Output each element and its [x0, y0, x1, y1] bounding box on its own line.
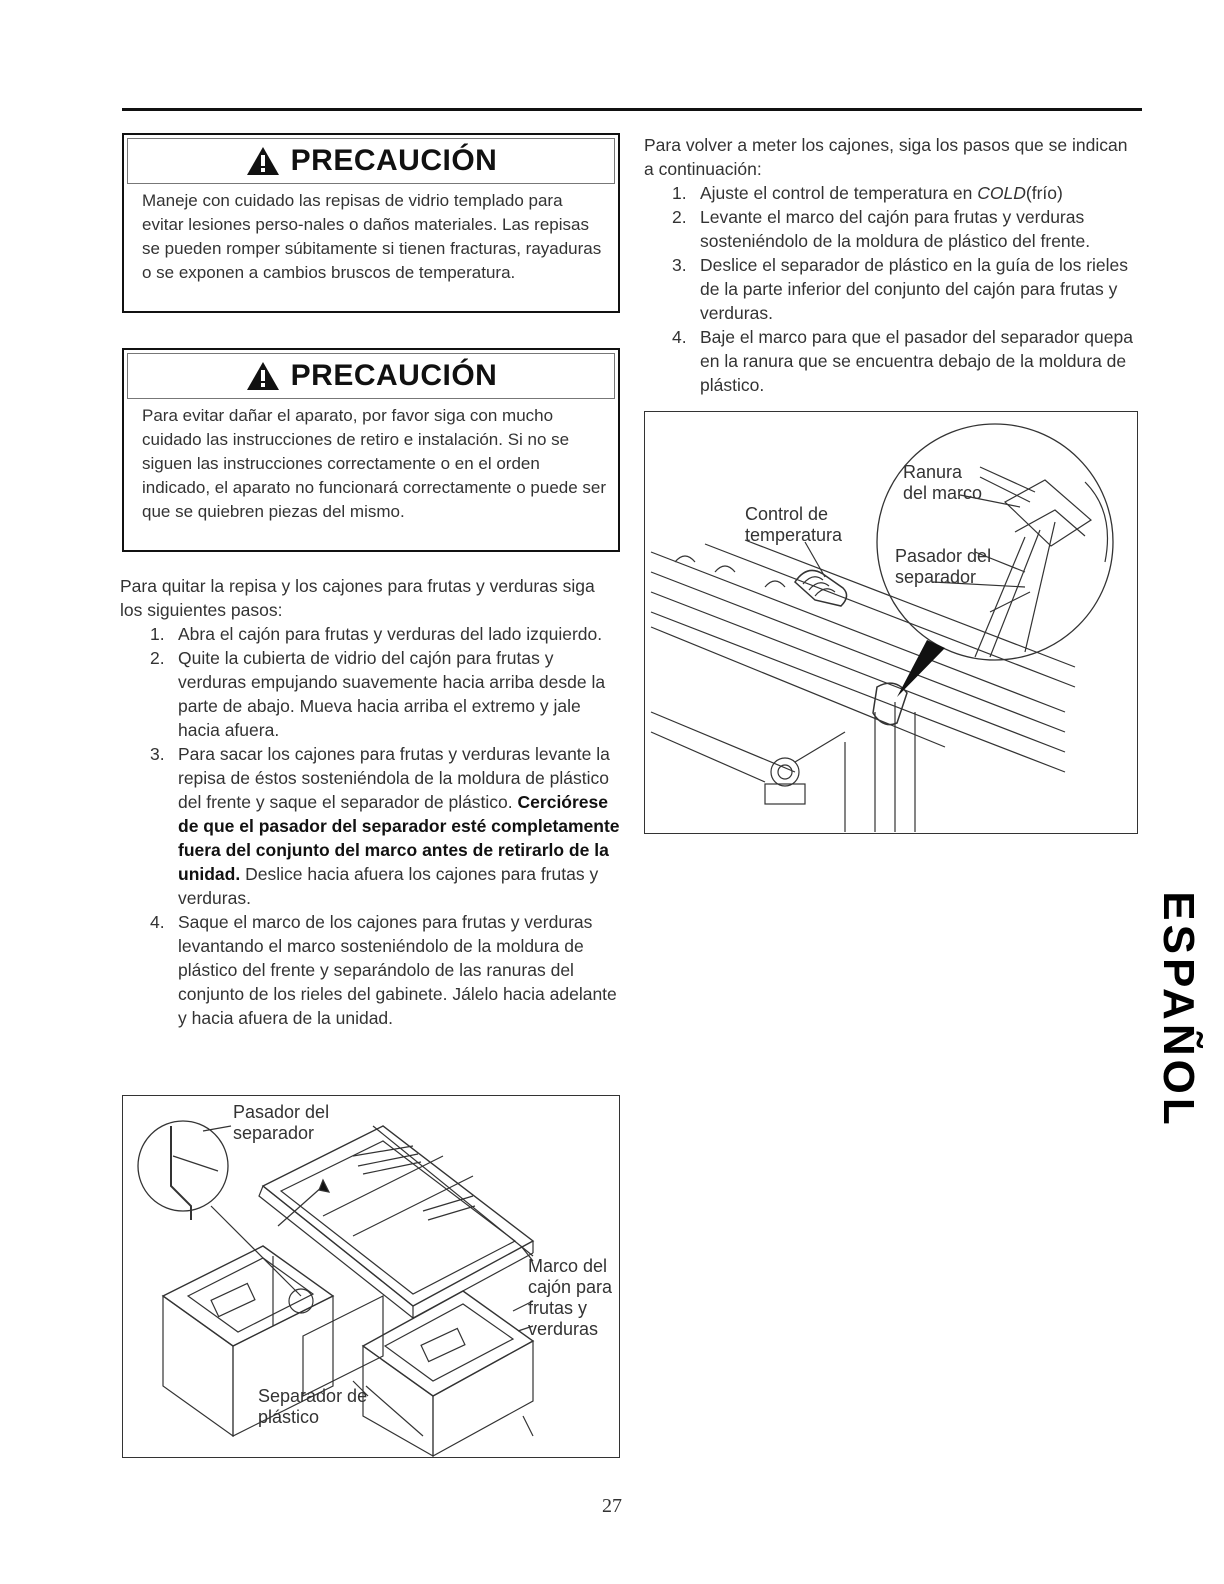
caution-header — [127, 138, 615, 184]
step-number: 3. — [672, 255, 687, 275]
step-text: Levante el marco del cajón para frutas y verduras sosteniéndolo de la moldura de plástico del frente. — [700, 207, 1091, 251]
step-number: 2. — [150, 648, 165, 668]
replace-step — [672, 181, 1134, 205]
step-number: 1. — [672, 183, 687, 203]
step-number: 2. — [672, 207, 687, 227]
page-number: 27 — [602, 1495, 622, 1517]
removal-intro: Para quitar la repisa y los cajones para frutas y verduras siga los siguientes pasos: — [120, 576, 595, 620]
step-text-part: Para sacar los cajones para frutas y verduras levante la repisa de éstos sosteniéndola de la moldura de plástico del frente y saque el separador de plástico. — [178, 744, 610, 812]
temperature-control-label: Control de temperatura — [745, 504, 843, 545]
step-text-part: Deslice hacia afuera los cajones para frutas y verduras. — [178, 864, 599, 908]
removal-instructions — [120, 574, 620, 1030]
step-text: Abra el cajón para frutas y verduras del lado izquierdo. — [178, 624, 603, 644]
plastic-divider-label: Separador de plástico — [258, 1386, 368, 1427]
caution-title: PRECAUCIÓN — [290, 359, 498, 392]
removal-step — [150, 622, 620, 646]
top-rule — [122, 108, 1142, 111]
divider-pin-label: Pasador del separador — [895, 546, 992, 587]
language-side-tab — [1148, 885, 1208, 1135]
step-text — [178, 742, 620, 910]
crisper-drawers-figure — [122, 1095, 620, 1458]
step-number: 3. — [150, 744, 165, 764]
crisper-frame-label: Marco del cajón para frutas y verduras — [528, 1256, 613, 1339]
rail-assembly-figure — [644, 411, 1138, 834]
caution-title: PRECAUCIÓN — [290, 144, 498, 177]
replace-step — [672, 205, 1134, 253]
language-tab-label: ESPAÑOL — [1154, 891, 1203, 1129]
step-text-part: Ajuste el control de temperatura en — [700, 183, 973, 203]
step-text-warning: Cerciórese de que el pasador del separador esté completamente fuera del conjunto del marco antes de retirarlo de la unidad. — [178, 792, 620, 884]
step-text: Saque el marco de los cajones para frutas y verduras levantando el marco sosteniéndolo de la moldura de plástico del frente y separándolo de las ranuras del conjunto de los rieles del gabinete. Jálelo hacia adelante y hacia afuera de la unidad. — [178, 912, 617, 1028]
removal-steps — [150, 622, 620, 1030]
step-text — [700, 181, 1134, 205]
replace-intro: Para volver a meter los cajones, siga los pasos que se indican a continuación: — [644, 135, 1128, 179]
warning-triangle-icon — [245, 145, 281, 177]
step-text-part: (frío) — [1025, 183, 1063, 203]
caution-box-appliance — [122, 348, 620, 552]
caution-body: Para evitar dañar el aparato, por favor siga con mucho cuidado las instrucciones de retiro e instalación. Si no se siguen las instrucciones correctamente o en el orden indicado, el aparato no funcionará correctamente o puede ser que se quiebren piezas del mismo. — [142, 406, 607, 521]
step-number: 4. — [672, 327, 687, 347]
replace-instructions — [644, 133, 1134, 397]
step-number: 1. — [150, 624, 165, 644]
step-text-setting: COLD — [977, 183, 1026, 203]
step-number: 4. — [150, 912, 165, 932]
caution-body: Maneje con cuidado las repisas de vidrio templado para evitar lesiones perso-nales o daños materiales. Las repisas se pueden romper súbitamente si tienen fracturas, rayaduras o se exponen a cambios bruscos de temperatura. — [142, 191, 602, 282]
removal-step — [150, 910, 620, 1030]
step-text: Baje el marco para que el pasador del separador quepa en la ranura que se encuentra debajo de la moldura de plástico. — [700, 327, 1133, 395]
removal-step — [150, 646, 620, 742]
frame-slot-label: Ranura del marco — [903, 462, 983, 503]
replace-steps — [672, 181, 1134, 397]
caution-header — [127, 353, 615, 399]
replace-step — [672, 325, 1134, 397]
step-text: Deslice el separador de plástico en la guía de los rieles de la parte inferior del conjunto del cajón para frutas y verduras. — [700, 255, 1129, 323]
caution-box-glass — [122, 133, 620, 313]
separator-pin-label: Pasador del separador — [233, 1102, 330, 1143]
rail-assembly-illustration — [645, 412, 1139, 835]
step-text: Quite la cubierta de vidrio del cajón para frutas y verduras empujando suavemente hacia arriba desde la parte de abajo. Mueva hacia arriba el extremo y jale hacia afuera. — [178, 648, 606, 740]
warning-triangle-icon — [245, 360, 281, 392]
replace-step — [672, 253, 1134, 325]
removal-step — [150, 742, 620, 910]
